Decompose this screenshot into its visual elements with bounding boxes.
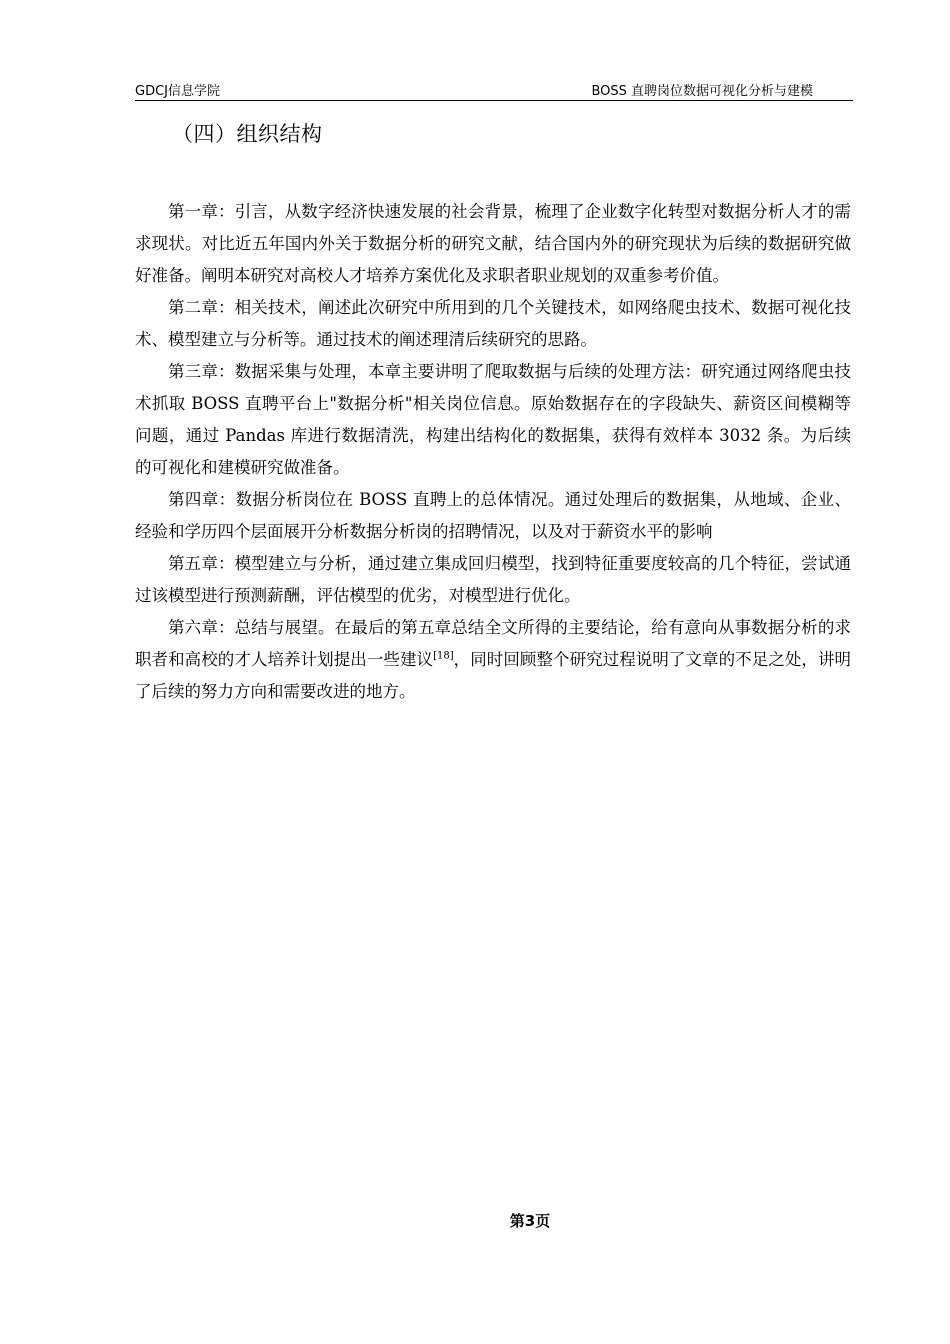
paragraph-chapter-6-text-end: ，同时回顾整个研究过程说明了文章的不足之处，讲明了后续的努力方向和需要改进的地方。 xyxy=(135,650,852,701)
header-institution: GDCJ信息学院 xyxy=(135,84,220,99)
citation-reference: [18] xyxy=(433,650,454,662)
paragraph-chapter-2: 第二章：相关技术，阐述此次研究中所用到的几个关键技术，如网络爬虫技术、数据可视化技术、模型建立与分析等。通过技术的阐述理清后续研究的思路。 xyxy=(135,298,851,349)
paragraph-chapter-1: 第一章：引言，从数字经济快速发展的社会背景，梳理了企业数字化转型对数据分析人才的需求现状。对比近五年国内外关于数据分析的研究文献，结合国内外的研究现状为后续的数据研究做好准备。阐明本研究对高校人才培养方案优化及求职者职业规划的双重参考价值。 xyxy=(135,202,851,285)
paragraph-chapter-4: 第四章：数据分析岗位在 BOSS 直聘上的总体情况。通过处理后的数据集，从地域、企业、经验和学历四个层面展开分析数据分析岗的招聘情况，以及对于薪资水平的影响 xyxy=(135,490,851,541)
header-document-title: BOSS 直聘岗位数据可视化分析与建模 xyxy=(591,84,813,99)
paragraph-chapter-5: 第五章：模型建立与分析，通过建立集成回归模型，找到特征重要度较高的几个特征，尝试通过该模型进行预测薪酬，评估模型的优劣，对模型进行优化。 xyxy=(135,554,851,605)
page-header xyxy=(135,78,853,101)
paragraph-chapter-6-text: 第六章：总结与展望。在最后的第五章总结全文所得的主要结论，给有意向从事数据分析的求职者和高校的才人培养计划提出一些建议 xyxy=(135,618,851,669)
section-title: （四）组织结构 xyxy=(172,122,323,146)
paragraph-chapter-6 xyxy=(135,612,851,708)
paragraph-chapter-3: 第三章：数据采集与处理，本章主要讲明了爬取数据与后续的处理方法：研究通过网络爬虫技术抓取 BOSS 直聘平台上"数据分析"相关岗位信息。原始数据存在的字段缺失、薪资区间模糊等问题，通过 Pandas 库进行数据清洗，构建出结构化的数据集，获得有效样本 3032 条。为后续的可视化和建模研究做准备。 xyxy=(135,362,851,477)
page-number: 第3页 xyxy=(509,1212,551,1230)
body-text xyxy=(135,196,851,708)
